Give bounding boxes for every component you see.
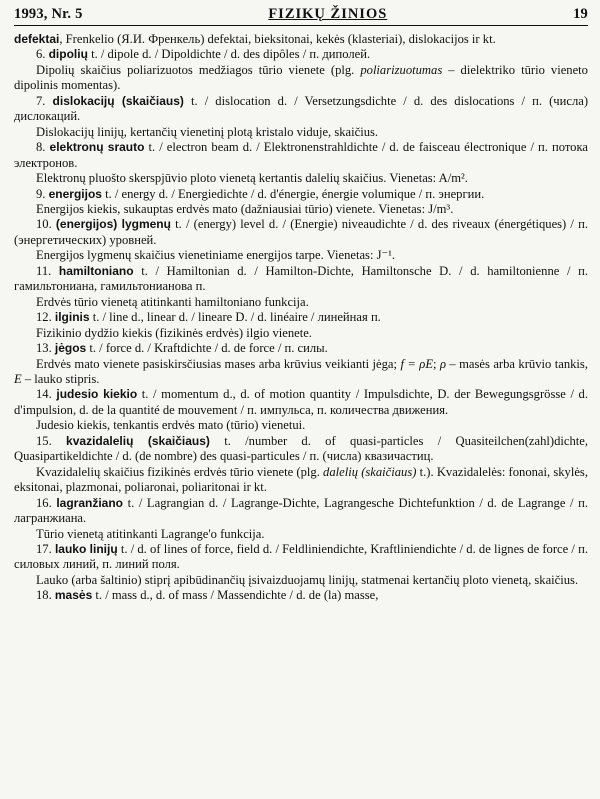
text-run: Tūrio vienetą atitinkanti Lagrange'o funkcija.: [36, 526, 265, 541]
running-header: [14, 6, 588, 26]
text-run: 6.: [36, 47, 49, 62]
text-run: Dipolių skaičius poliarizuotos medžiagos tūrio vienete (plg.: [36, 62, 361, 77]
paragraph: [14, 357, 588, 388]
text-run: – dielektriko tūrio vieneto dipolinis momentas).: [14, 62, 588, 93]
paragraph: [14, 63, 588, 94]
text-run: Erdvės mato vienete pasiskirsčiusias mases arba krūvius veikianti jėga;: [36, 356, 401, 371]
text-run: Elektronų pluošto skerspjūvio ploto vienetą kertantis dalelių skaičius. Vienetas: A/m².: [36, 171, 468, 186]
paragraph: [14, 264, 588, 295]
term-heading: ilginis: [54, 310, 90, 325]
term-heading: hamiltoniano: [58, 263, 134, 278]
paragraph: [14, 202, 588, 217]
term-heading: dipolių: [48, 47, 88, 62]
paragraph: [14, 310, 588, 325]
paragraph: [14, 434, 588, 465]
text-run: , Frenkelio (Я.И. Френкель) defektai, bieksitonai, kekės (klasteriai), dislokacijos ir kt.: [59, 32, 496, 46]
italic-text: E: [14, 371, 22, 386]
paragraph: [14, 140, 588, 171]
text-run: – lauko stipris.: [21, 371, 100, 386]
text-run: Judesio kiekis, tenkantis erdvės mato (tūrio) vienetui.: [36, 418, 306, 433]
text-run: 10.: [36, 217, 56, 232]
text-run: t. / force d. / Kraftdichte / d. de force / п. силы.: [86, 341, 328, 356]
paragraph: [14, 527, 588, 542]
text-run: Lauko (arba šaltinio) stiprį apibūdinančių įsivaizduojamų linijų, statmenai kertančių ploto vienetą, skaičius.: [36, 572, 579, 587]
text-run: 13.: [36, 341, 55, 356]
text-run: t. / Hamiltonian d. / Hamilton-Dichte, Hamiltonsche D. / d. hamiltonienne / п. гамильтониана, гамильтонианова п.: [14, 263, 588, 294]
text-run: t. / dipole d. / Dipoldichte / d. des dipôles / п. диполей.: [87, 47, 371, 62]
term-heading: elektronų srauto: [49, 140, 145, 155]
text-run: 18.: [36, 588, 55, 603]
page-number: 19: [573, 6, 588, 22]
paragraph: [14, 341, 588, 356]
paragraph: [14, 496, 588, 527]
text-run: 12.: [36, 310, 55, 325]
paragraph: [14, 326, 588, 341]
italic-text: dalelių (skaičiaus): [323, 464, 417, 479]
term-heading: jėgos: [54, 341, 87, 356]
text-run: Energijos kiekis, sukauptas erdvės mato (dažniausiai tūrio) vienete. Vienetas: J/m³.: [36, 201, 454, 216]
text-run: t. / mass d., d. of mass / Massendichte / d. de (la) masse,: [92, 588, 379, 603]
term-heading: defektai: [14, 32, 60, 46]
text-run: t. /number d. of quasi-particles / Quasiteilchen(zahl)dichte, Quasipartikeldichte / d. (de nombre) des quasi-particules / п. (числа) квазичастиц.: [14, 433, 589, 464]
paragraph: [14, 217, 588, 248]
paragraph: [14, 171, 588, 186]
text-run: t. / Lagrangian d. / Lagrange-Dichte, Lagrangesche Dichtefunktion / d. de Lagrange / п. лагранжиана.: [14, 495, 588, 526]
text-run: Fizikinio dydžio kiekis (fizikinės erdvės) ilgio vienete.: [36, 325, 312, 340]
term-heading: judesio kiekio: [56, 387, 138, 402]
text-run: Kvazidalelių skaičius fizikinės erdvės tūrio vienete (plg.: [36, 464, 324, 479]
paragraph: [14, 47, 588, 62]
paragraph: [14, 187, 588, 202]
text-run: Dislokacijų linijų, kertančių vienetinį plotą kristalo viduje, skaičius.: [36, 124, 379, 139]
text-run: t. / electron beam d. / Elektronenstrahldichte / d. de faisceau électronique / п. потока электронов.: [14, 140, 589, 170]
paragraph: [14, 418, 588, 433]
term-heading: energijos: [48, 186, 102, 201]
body-text: [14, 32, 588, 604]
paragraph: [14, 573, 588, 588]
term-heading: lagranžiano: [56, 495, 124, 510]
text-run: t. / (energy) level d. / (Energie) niveaudichte / d. des riveaux (énergétiques) / п. (энергетических) уровней.: [14, 217, 588, 247]
text-run: 15.: [36, 433, 67, 448]
text-run: t. / energy d. / Energiedichte / d. d'énergie, énergie volumique / п. энергии.: [101, 186, 485, 201]
term-heading: masės: [54, 588, 93, 603]
italic-text: poliarizuotumas: [360, 62, 443, 77]
paragraph: [14, 387, 588, 418]
paragraph: [14, 295, 588, 310]
text-run: 7.: [36, 93, 53, 108]
text-run: t. / dislocation d. / Versetzungsdichte / d. des dislocations / п. (числа) дислокаций.: [14, 93, 589, 124]
paragraph: [14, 588, 588, 603]
text-run: 14.: [36, 387, 57, 402]
term-heading: kvazidalelių (skaičiaus): [66, 433, 210, 448]
text-run: – masės arba krūvio tankis,: [446, 356, 588, 371]
text-run: t.). Kvazidalelės: fononai, skylės, eksitonai, plazmonai, poliaronai, poliaritonai ir kt.: [14, 464, 588, 495]
text-run: Energijos lygmenų skaičius vienetiniame energijos tarpe. Vienetas: J⁻¹.: [36, 248, 396, 263]
paragraph: [14, 125, 588, 140]
year-issue: 1993, Nr. 5: [14, 6, 83, 22]
text-run: 11.: [36, 263, 59, 278]
term-heading: lauko linijų: [54, 541, 118, 556]
journal-title: FIZIKŲ ŽINIOS: [268, 6, 388, 22]
paragraph: [14, 248, 588, 263]
paragraph: [14, 32, 588, 47]
text-run: 16.: [36, 495, 57, 510]
text-run: t. / line d., linear d. / lineare D. / d. linéaire / линейная п.: [89, 310, 381, 325]
term-heading: (energijos) lygmenų: [55, 217, 171, 232]
italic-text: f = ρE: [400, 356, 434, 371]
italic-text: ρ: [439, 356, 446, 371]
paragraph: [14, 94, 588, 125]
term-heading: dislokacijų (skaičiaus): [52, 93, 184, 108]
text-run: 8.: [36, 140, 50, 155]
text-run: t. / d. of lines of force, field d. / Feldliniendichte, Kraftliniendichte / d. de lignes de force / п. силовых линий, п. линий поля.: [14, 541, 588, 572]
text-run: 17.: [36, 541, 55, 556]
text-run: t. / momentum d., d. of motion quantity / Impulsdichte, D. der Bewegungsgrösse / d. d'impulsion, d. de la quantité de mouvement / п. импульса, п. количества движения.: [14, 387, 589, 417]
text-run: 9.: [36, 186, 49, 201]
paragraph: [14, 465, 588, 496]
paragraph: [14, 542, 588, 573]
text-run: Erdvės tūrio vienetą atitinkanti hamiltoniano funkcija.: [36, 294, 309, 309]
text-run: ;: [433, 356, 440, 371]
